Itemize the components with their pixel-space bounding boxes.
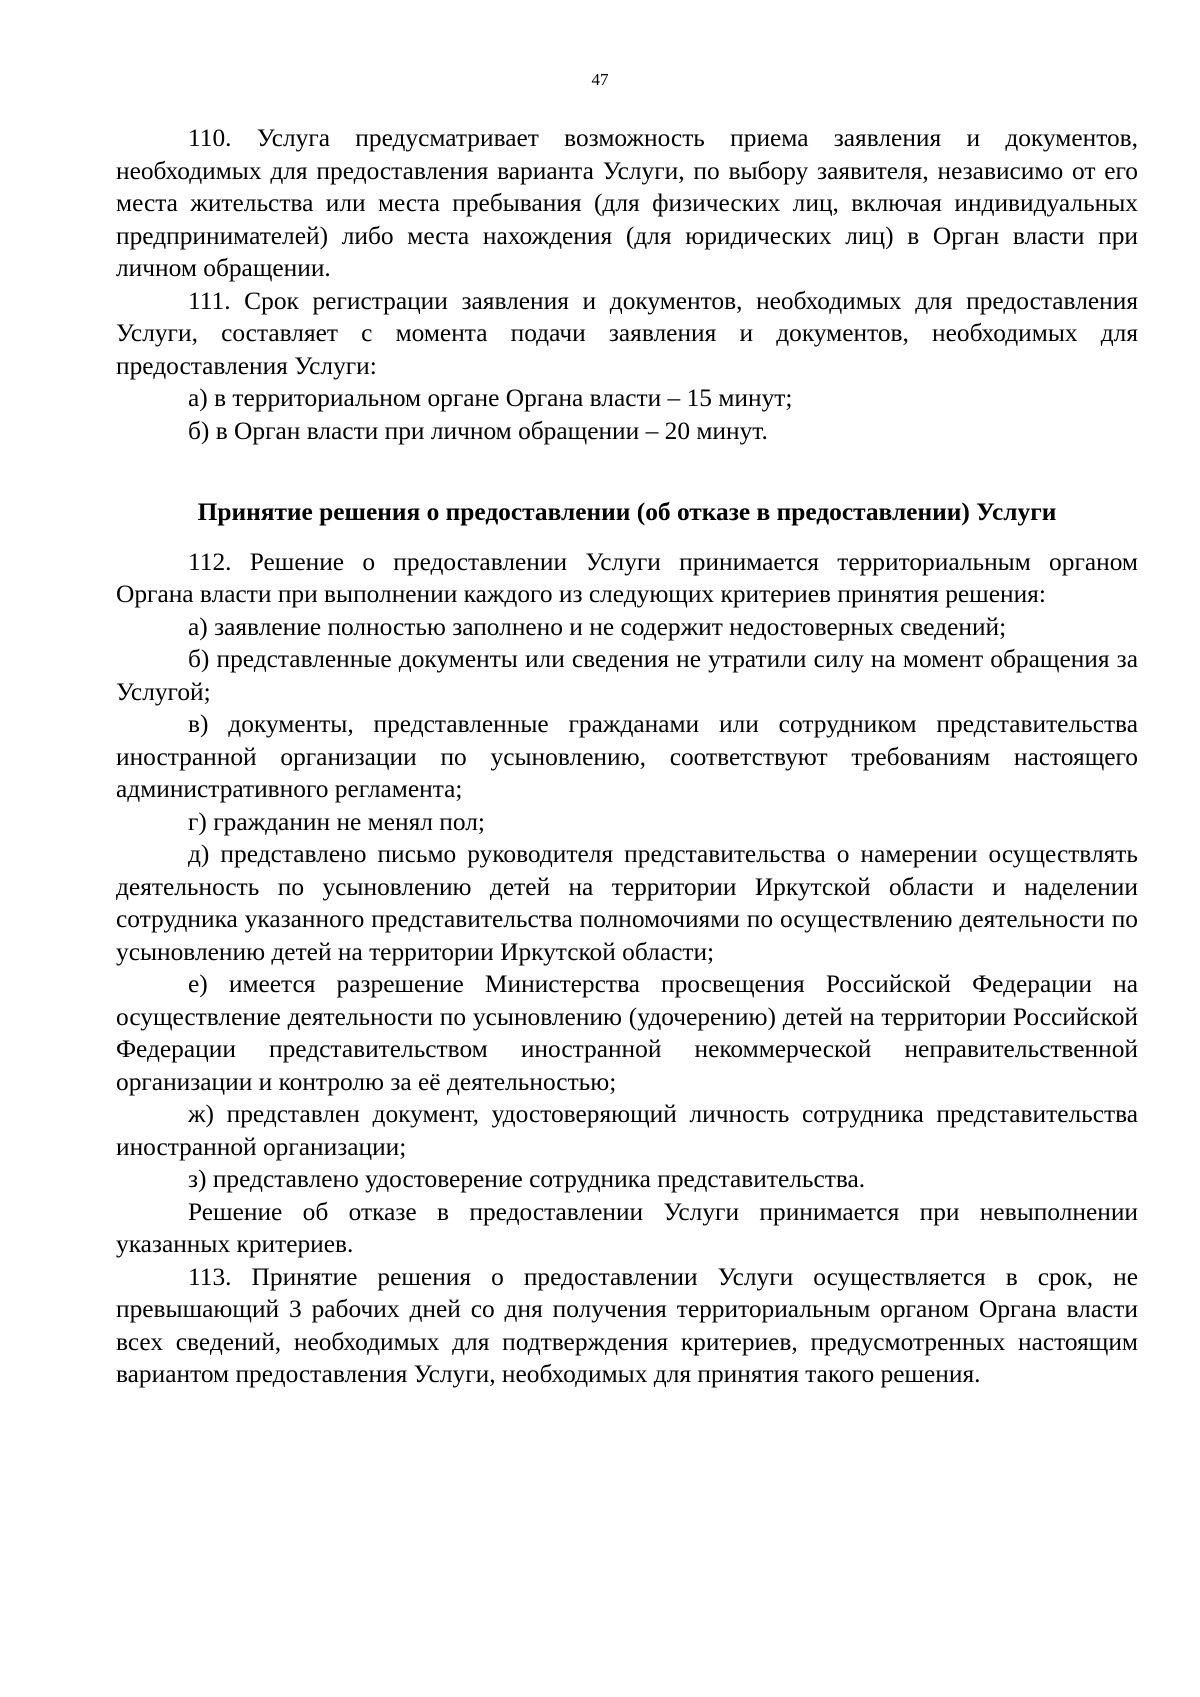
paragraph-112-item-z: з) представлено удостоверение сотрудника представительства. xyxy=(188,1165,866,1193)
paragraph-112-item-b: б) представленные документы или сведения не утратили силу на момент обращения за Услугой; xyxy=(116,645,1138,706)
paragraph-112-item-a: а) заявление полностью заполнено и не содержит недостоверных сведений; xyxy=(188,612,1007,641)
paragraph-112: 112. Решение о предоставлении Услуги принимается территориальным органом Органа власти при выполнении каждого из следующих критериев принятия решения: xyxy=(116,547,1138,608)
paragraph-112-item-e: е) имеется разрешение Министерства просвещения Российской Федерации на осуществление деятельности по усыновлению (удочерению) детей на территории Российской Федерации представительством иностранной некоммерческой неправительственной организации и контролю за её деятельностью; xyxy=(116,970,1138,1096)
paragraph-112-item-v: в) документы, представленные гражданами или сотрудником представительства иностранной организации по усыновлению, соответствуют требованиям настоящего административного регламента; xyxy=(116,710,1138,803)
paragraph-110: 110. Услуга предусматривает возможность приема заявления и документов, необходимых для предоставления варианта Услуги, по выбору заявителя, независимо от его места жительства или места пребывания (для физических лиц, включая индивидуальных предпринимателей) либо места нахождения (для юридических лиц) в Орган власти при личном обращении. xyxy=(116,124,1138,282)
paragraph-111: 111. Срок регистрации заявления и документов, необходимых для предоставления Услуги, составляет с момента подачи заявления и документов, необходимых для предоставления Услуги: xyxy=(116,286,1138,380)
paragraph-111-item-b: б) в Орган власти при личном обращении – 20 минут. xyxy=(188,416,768,445)
section-heading: Принятие решения о предоставлении (об отказе в предоставлении) Услуги xyxy=(197,498,1057,526)
paragraph-refusal: Решение об отказе в предоставлении Услуги принимается при невыполнении указанных критериев. xyxy=(116,1197,1138,1258)
document-body xyxy=(116,122,1138,1391)
page-number: 47 xyxy=(591,70,609,89)
paragraph-113: 113. Принятие решения о предоставлении Услуги осуществляется в срок, не превышающий 3 рабочих дней со дня получения территориальным органом Органа власти всех сведений, необходимых для подтверждения критериев, предусмотренных настоящим вариантом предоставления Услуги, необходимых для принятия такого решения. xyxy=(116,1262,1138,1388)
paragraph-111-item-a: а) в территориальном органе Органа власти – 15 минут; xyxy=(188,384,793,412)
paragraph-112-item-g: г) гражданин не менял пол; xyxy=(188,807,485,836)
paragraph-112-item-d: д) представлено письмо руководителя представительства о намерении осуществлять деятельность по усыновлению детей на территории Иркутской области и наделении сотрудника указанного представительства полномочиями по осуществлению деятельности по усыновлению детей на территории Иркутской области; xyxy=(116,840,1138,966)
paragraph-112-item-zh: ж) представлен документ, удостоверяющий личность сотрудника представительства иностранной организации; xyxy=(116,1100,1138,1161)
